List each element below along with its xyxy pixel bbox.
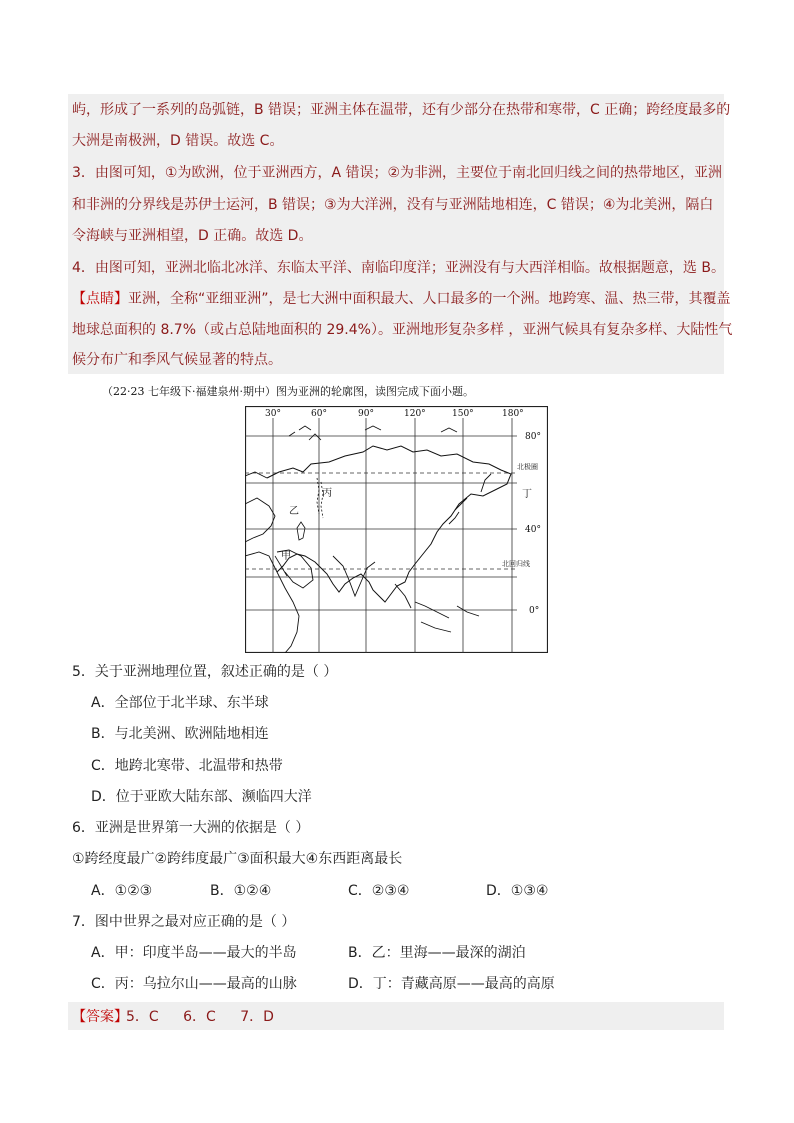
place-label-yi: 乙 xyxy=(289,506,299,517)
lon-label-60: 60° xyxy=(311,409,327,419)
question-source: （22·23 七年级下·福建泉州·期中）图为亚洲的轮廓图，读图完成下面小题。 xyxy=(102,385,474,398)
lon-label-90: 90° xyxy=(358,409,374,419)
analysis-line-4: 和非洲的分界线是苏伊士运河，B 错误；③为大洋洲，没有与亚洲陆地相连，C 错误；④为北美洲，隔白 xyxy=(72,197,714,213)
analysis-line-2: 大洲是南极洲，D 错误。故选 C。 xyxy=(72,133,284,149)
question-6-option-d[interactable]: D．①③④ xyxy=(486,883,549,899)
arctic-circle-label: 北极圈 xyxy=(517,463,538,471)
question-7-option-c[interactable]: C．丙：乌拉尔山——最高的山脉 xyxy=(91,976,297,992)
place-label-bing: 丙 xyxy=(322,488,332,499)
question-5-stem: 5．关于亚洲地理位置，叙述正确的是（ ） xyxy=(72,664,338,680)
analysis-line-5: 令海峡与亚洲相望，D 正确。故选 D。 xyxy=(72,228,313,244)
answer-value: 5．C 6．C 7．D xyxy=(126,1009,274,1025)
question-5-option-d[interactable]: D．位于亚欧大陆东部、濒临四大洋 xyxy=(91,789,312,805)
lon-label-120: 120° xyxy=(404,409,426,419)
lon-label-150: 150° xyxy=(452,409,474,419)
lon-label-30: 30° xyxy=(265,409,281,419)
question-6-option-b[interactable]: B．①②④ xyxy=(210,883,272,899)
question-6-option-a[interactable]: A．①②③ xyxy=(91,883,153,899)
answer-label: 【答案】 xyxy=(72,1009,128,1025)
lon-label-180: 180° xyxy=(502,409,524,419)
place-label-jia: 甲 xyxy=(281,551,291,562)
question-5-option-b[interactable]: B．与北美洲、欧洲陆地相连 xyxy=(91,726,269,742)
question-7-option-a[interactable]: A．甲：印度半岛——最大的半岛 xyxy=(91,945,297,961)
point-line-1 xyxy=(72,289,731,309)
question-7-option-b[interactable]: B．乙：里海——最深的湖泊 xyxy=(348,945,526,961)
question-6-statements: ①跨经度最广②跨纬度最广③面积最大④东西距离最长 xyxy=(72,851,403,867)
analysis-line-6: 4．由图可知，亚洲北临北冰洋、东临太平洋、南临印度洋；亚洲没有与大西洋相临。故根据题意，选 B。 xyxy=(72,260,725,276)
analysis-line-3: 3．由图可知，①为欧洲，位于亚洲西方，A 错误；②为非洲，主要位于南北回归线之间的热带地区，亚洲 xyxy=(72,165,723,181)
answer-bar xyxy=(68,1002,724,1030)
question-5-option-c[interactable]: C．地跨北寒带、北温带和热带 xyxy=(91,758,283,774)
question-7-option-d[interactable]: D．丁：青藏高原——最高的高原 xyxy=(348,976,555,992)
question-6-stem: 6．亚洲是世界第一大洲的依据是（ ） xyxy=(72,820,310,836)
asia-outline-map xyxy=(245,406,548,653)
place-label-ding: 丁 xyxy=(522,489,532,500)
analysis-line-1: 屿，形成了一系列的岛弧链，B 错误；亚洲主体在温带，还有少部分在热带和寒带，C 正确；跨经度最多的 xyxy=(72,102,731,118)
point-line-2: 地球总面积的 8.7%（或占总陆地面积的 29.4%）。亚洲地形复杂多样 ，亚洲气候具有复杂多样、大陆性气 xyxy=(72,322,733,338)
point-label: 【点睛】 xyxy=(72,291,128,307)
lat-label-40: 40° xyxy=(525,525,541,535)
lat-label-0: 0° xyxy=(529,606,540,616)
question-5-option-a[interactable]: A．全部位于北半球、东半球 xyxy=(91,695,269,711)
point-line-3: 候分布广和季风气候显著的特点。 xyxy=(72,352,282,368)
question-6-option-c[interactable]: C．②③④ xyxy=(348,883,410,899)
point-text-1: 亚洲，全称“亚细亚洲”，是七大洲中面积最大、人口最多的一个洲。地跨寒、温、热三带，其覆盖 xyxy=(128,291,731,307)
question-7-stem: 7．图中世界之最对应正确的是（ ） xyxy=(72,914,296,930)
tropic-label: 北回归线 xyxy=(502,560,530,568)
lat-label-80: 80° xyxy=(525,432,541,442)
